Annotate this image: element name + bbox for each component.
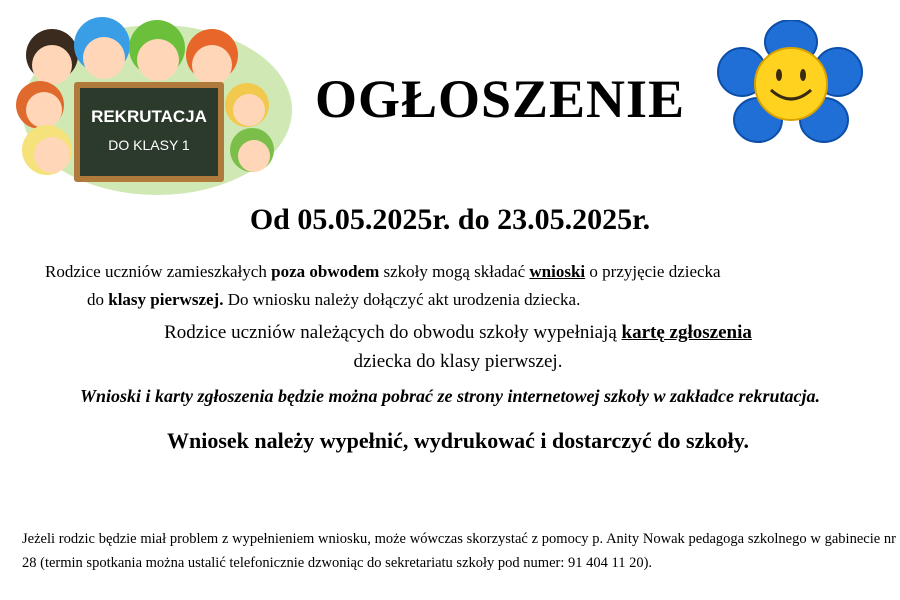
paragraph-out-of-district <box>45 258 721 314</box>
download-info: Wnioski i karty zgłoszenia będzie można pobrać ze strony internetowej szkoły w zakładce rekrutacja. <box>79 386 821 406</box>
p2-line2: dziecka do klasy pierwszej. <box>353 351 563 372</box>
p2-line1: Rodzice uczniów należących do obwodu szkoły wypełniają kartę zgłoszenia <box>164 322 752 343</box>
logo-line1: REKRUTACJA <box>91 107 207 126</box>
p1-line1: Rodzice uczniów zamieszkałych poza obwodem szkoły mogą składać wnioski o przyjęcie dziecka <box>45 262 721 281</box>
p1-line2: do klasy pierwszej. Do wniosku należy dołączyć akt urodzenia dziecka. <box>87 290 581 309</box>
smiley-flower-icon <box>716 20 866 145</box>
chalkboard <box>80 88 218 176</box>
logo-line2: DO KLASY 1 <box>108 137 190 153</box>
date-range: Od 05.05.2025r. do 23.05.2025r. <box>249 203 651 236</box>
instruction: Wniosek należy wypełnić, wydrukować i dostarczyć do szkoły. <box>166 428 749 453</box>
paragraph-in-district <box>0 318 900 376</box>
page-title: OGŁOSZENIE <box>314 69 686 129</box>
recruitment-illustration <box>12 10 292 195</box>
help-note: Jeżeli rodzic będzie miał problem z wypełnieniem wniosku, może wówczas skorzystać z pomocy p. Anity Nowak pedagoga szkolnego w gabinecie nr 28 (termin spotkania można ustalić telefonicznie dzwoniąc do sekretariatu szkoły pod numer: 91 404 11 20). <box>22 531 896 571</box>
